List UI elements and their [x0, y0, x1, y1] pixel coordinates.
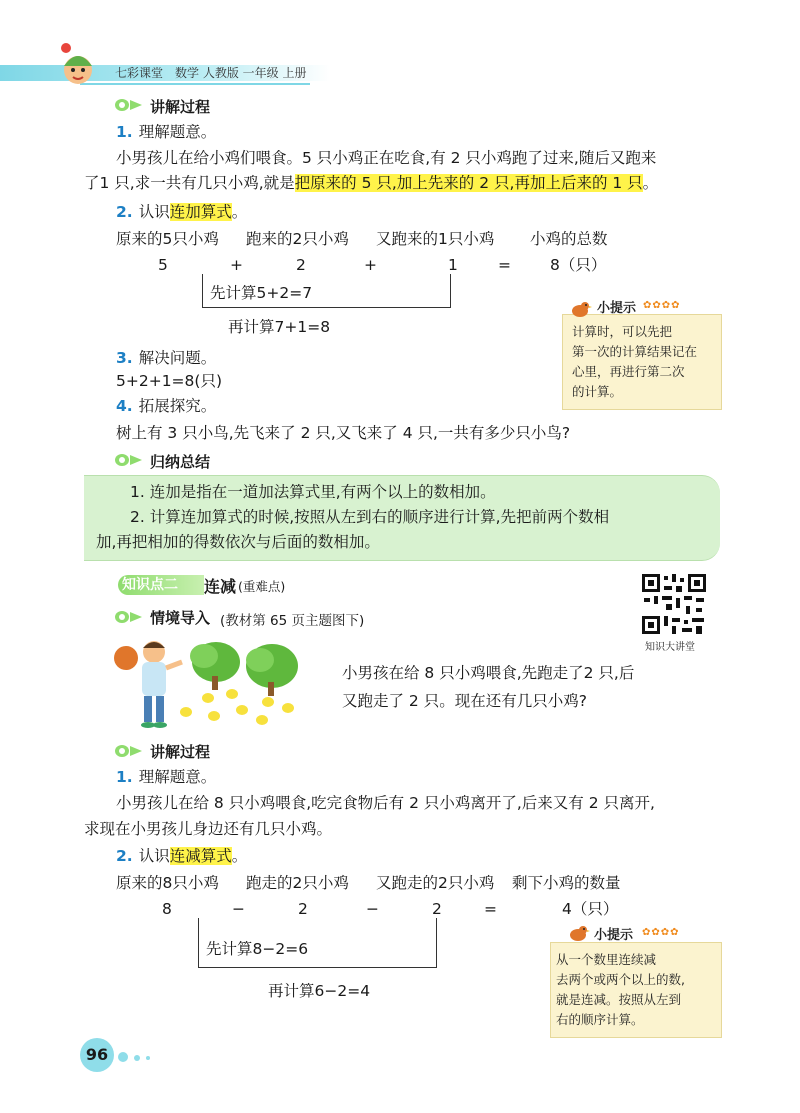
paragraph-line: 小男孩儿在给 8 只小鸡喂食,吃完食物后有 2 只小鸡离开了,后来又有 2 只离开, — [116, 794, 655, 812]
page-dot — [134, 1055, 140, 1061]
formula-label-3: 又跑来的1只小鸡 — [376, 230, 495, 248]
boy-feeding-chicks-illustration — [112, 632, 308, 732]
formula-operand: 5 — [158, 256, 168, 274]
step-2: 2. 认识连加算式。 — [116, 203, 248, 221]
formula-label-2: 跑走的2只小鸡 — [246, 874, 349, 892]
tip-title: 小提示 — [597, 301, 637, 316]
summary-line: 1. 连加是指在一道加法算式里,有两个以上的数相加。 — [130, 483, 496, 501]
bracket-line — [202, 274, 203, 308]
formula-operand: 2 — [296, 256, 306, 274]
formula-label-4: 剩下小鸡的数量 — [512, 874, 621, 892]
bracket-line — [436, 918, 437, 968]
step-1: 1. 理解题意。 — [116, 123, 217, 141]
flower-dots-icon: ✿✿✿✿ — [642, 927, 680, 938]
formula-operator: − — [232, 900, 245, 918]
tip-text: 从一个数里连续减 去两个或两个以上的数, 就是连减。按照从左到 右的顺序计算。 — [556, 952, 685, 1027]
qr-label: 知识大讲堂 — [645, 642, 695, 653]
answer: 5+2+1=8(只) — [116, 372, 223, 390]
second-calculation: 再计算6−2=4 — [268, 982, 371, 1000]
header-title: 七彩课堂 数学 人教版 一年级 上册 — [115, 66, 307, 80]
section-marker-icon — [114, 453, 144, 467]
knowledge-badge: 知识点二 — [118, 575, 204, 595]
formula-label-3: 又跑走的2只小鸡 — [376, 874, 495, 892]
tip-title: 小提示 — [594, 928, 634, 943]
bracket-line — [198, 967, 436, 968]
paragraph-line: 了1 只,求一共有几只小鸡,就是把原来的 5 只,加上先来的 2 只,再加上后来的 1 只。 — [84, 174, 659, 192]
page-number: 96 — [80, 1038, 114, 1072]
summary-line: 2. 计算连加算式的时候,按照从左到右的顺序进行计算,先把前两个数相 — [130, 508, 610, 526]
mascot-icon — [56, 40, 102, 86]
formula-operand: 2 — [298, 900, 308, 918]
bracket-line — [202, 307, 450, 308]
knowledge-note: (重难点) — [238, 579, 286, 594]
tip-text: 计算时，可以先把 第一次的计算结果记在 心里，再进行第二次 的计算。 — [572, 324, 698, 399]
bracket-line — [450, 274, 451, 308]
section-marker-icon — [114, 98, 144, 112]
first-calculation: 先计算5+2=7 — [210, 284, 313, 302]
formula-result: 8（只） — [550, 256, 607, 274]
formula-operator: + — [364, 256, 377, 274]
formula-label-2: 跑来的2只小鸡 — [246, 230, 349, 248]
formula-equals: = — [498, 256, 511, 274]
section-title-explain: 讲解过程 — [150, 98, 211, 116]
knowledge-title: 连减 — [204, 577, 237, 596]
intro-text: 小男孩在给 8 只小鸡喂食,先跑走了2 只,后 — [342, 664, 635, 682]
formula-label-4: 小鸡的总数 — [530, 230, 608, 248]
intro-note: (教材第 65 页主题图下) — [220, 613, 365, 629]
step-2: 2. 认识连减算式。 — [116, 847, 248, 865]
section-marker-icon — [114, 744, 144, 758]
page-dot — [146, 1056, 150, 1060]
header-underline — [80, 83, 310, 85]
qr-code-icon[interactable] — [640, 572, 708, 636]
formula-result: 4（只） — [562, 900, 619, 918]
section-marker-icon — [114, 610, 144, 624]
flower-dots-icon: ✿✿✿✿ — [643, 300, 681, 311]
step-1: 1. 理解题意。 — [116, 768, 217, 786]
formula-equals: = — [484, 900, 497, 918]
formula-label-1: 原来的8只小鸡 — [116, 874, 219, 892]
formula-operand: 8 — [162, 900, 172, 918]
formula-label-1: 原来的5只小鸡 — [116, 230, 219, 248]
summary-line: 加,再把相加的得数依次与后面的数相加。 — [96, 533, 380, 551]
intro-text: 又跑走了 2 只。现在还有几只小鸡? — [342, 692, 587, 710]
section-title-intro: 情境导入 — [150, 609, 211, 627]
step-3: 3. 解决问题。 — [116, 349, 217, 367]
page-dot — [118, 1052, 128, 1062]
bird-icon — [568, 298, 592, 320]
paragraph-line: 求现在小男孩儿身边还有几只小鸡。 — [84, 820, 333, 838]
step-4: 4. 拓展探究。 — [116, 397, 217, 415]
section-title-summary: 归纳总结 — [150, 453, 211, 471]
section-title-explain: 讲解过程 — [150, 743, 211, 761]
formula-operand: 2 — [432, 900, 442, 918]
second-calculation: 再计算7+1=8 — [228, 318, 331, 336]
extension-question: 树上有 3 只小鸟,先飞来了 2 只,又飞来了 4 只,一共有多少只小鸟? — [116, 424, 571, 442]
paragraph-line: 小男孩儿在给小鸡们喂食。5 只小鸡正在吃食,有 2 只小鸡跑了过来,随后又跑来 — [116, 149, 657, 167]
bracket-line — [198, 918, 199, 968]
formula-operator: + — [230, 256, 243, 274]
first-calculation: 先计算8−2=6 — [206, 940, 309, 958]
formula-operator: − — [366, 900, 379, 918]
bird-icon — [566, 922, 590, 944]
formula-operand: 1 — [448, 256, 458, 274]
